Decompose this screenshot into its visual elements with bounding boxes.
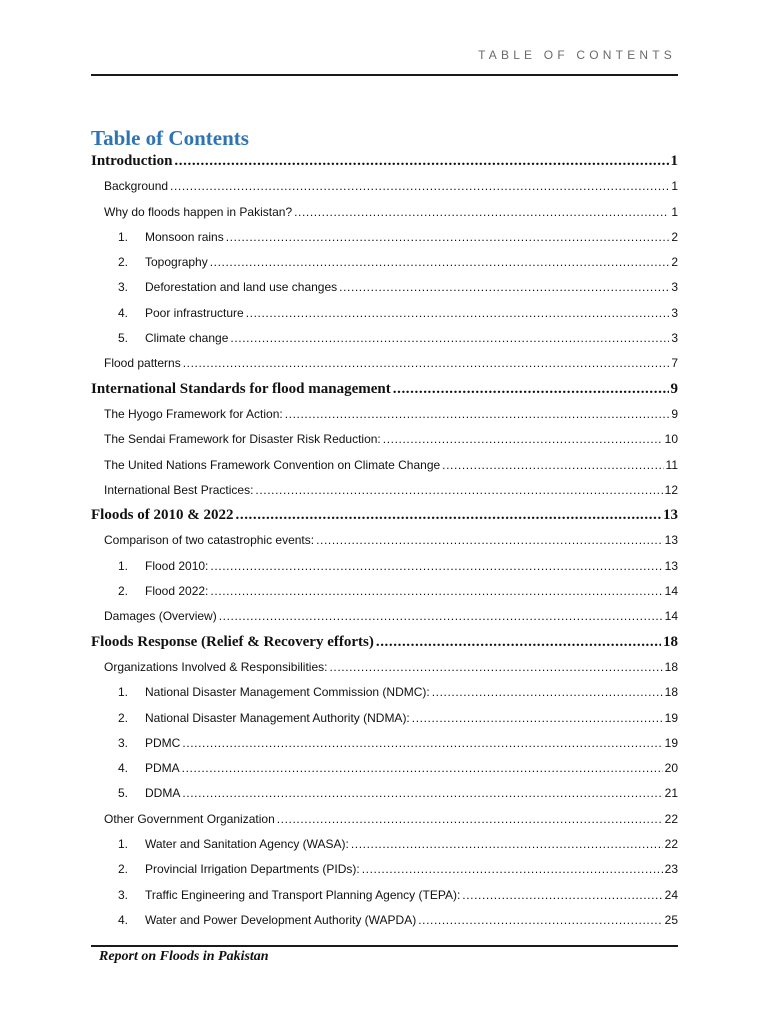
dot-leader [226,225,670,250]
toc-entry-number: 5. [118,786,129,801]
toc-entry[interactable] [91,149,678,174]
toc-entry[interactable] [91,554,678,579]
toc-entry-number: 1. [118,837,129,852]
dot-leader [351,832,663,857]
toc-entry[interactable] [91,427,678,452]
dot-leader [418,908,662,933]
toc-entry-title: International Standards for flood management [91,380,391,397]
toc-entry-title: Other Government Organization [104,811,275,826]
toc-entry-title: Floods of 2010 & 2022 [91,507,234,524]
dot-leader [219,604,663,629]
toc-entry-page: 7 [671,356,678,371]
dot-leader [393,377,669,402]
toc-entry-title: Damages (Overview) [104,609,217,624]
toc-entry-page: 3 [671,305,678,320]
toc-entry-page: 1 [671,204,678,219]
toc-entry-page: 24 [664,887,678,902]
toc-entry-title: DDMA [145,786,181,801]
footer-rule [91,945,678,947]
toc-entry[interactable] [91,781,678,806]
dot-leader [255,478,662,503]
toc-entry-title: Flood 2022: [145,584,209,599]
dot-leader [362,857,663,882]
toc-entry-page: 14 [664,609,678,624]
dot-leader [210,250,670,275]
toc-entry-number: 4. [118,305,129,320]
dot-leader [277,807,663,832]
toc-entry-page: 25 [664,912,678,927]
dot-leader [462,883,662,908]
toc-entry-page: 11 [665,457,678,472]
dot-leader [339,275,669,300]
toc-entry-title: Background [104,179,169,194]
dot-leader [442,453,663,478]
toc-entry-page: 14 [664,584,678,599]
toc-entry-page: 2 [671,229,678,244]
dot-leader [412,706,663,731]
toc-entry-page: 10 [664,432,678,447]
toc-entry-number: 2. [118,584,129,599]
toc-entry-title: Why do floods happen in Pakistan? [104,204,293,219]
toc-entry-page: 22 [664,837,678,852]
toc-entry-title: Poor infrastructure [145,305,244,320]
toc-entry-title: Flood patterns [104,356,181,371]
dot-leader [329,655,662,680]
toc-entry[interactable] [91,857,678,882]
toc-entry[interactable] [91,301,678,326]
toc-entry[interactable] [91,174,678,199]
toc-entry-title: Monsoon rains [145,229,224,244]
toc-entry-title: Deforestation and land use changes [145,280,338,295]
toc-entry-title: Topography [145,255,208,270]
toc-entry-page: 1 [670,153,678,169]
toc-list [91,149,678,933]
toc-entry-title: Flood 2010: [145,558,209,573]
toc-entry[interactable] [91,832,678,857]
toc-entry[interactable] [91,225,678,250]
toc-entry[interactable] [91,250,678,275]
toc-entry-page: 13 [664,558,678,573]
toc-entry[interactable] [91,604,678,629]
toc-entry-title: International Best Practices: [104,482,254,497]
dot-leader [376,630,661,655]
toc-entry-page: 13 [664,533,678,548]
toc-entry[interactable] [91,731,678,756]
toc-entry-title: The United Nations Framework Convention on Climate Change [104,457,441,472]
toc-entry[interactable] [91,528,678,553]
dot-leader [294,200,669,225]
toc-entry-title: PDMC [145,735,181,750]
toc-entry[interactable] [91,706,678,731]
toc-entry-title: National Disaster Management Commission (NDMC): [145,685,430,700]
toc-entry[interactable] [91,200,678,225]
toc-entry-title: Introduction [91,153,173,169]
toc-entry-page: 3 [671,280,678,295]
toc-entry-title: Floods Response (Relief & Recovery efforts) [91,633,374,650]
toc-entry-number: 5. [118,331,129,346]
toc-entry[interactable] [91,908,678,933]
toc-entry-page: 3 [671,331,678,346]
toc-entry-number: 4. [118,912,129,927]
toc-entry-page: 20 [664,761,678,776]
toc-entry[interactable] [91,275,678,300]
toc-entry[interactable] [91,453,678,478]
toc-entry-number: 4. [118,761,129,776]
toc-entry-title: Traffic Engineering and Transport Planning Agency (TEPA): [145,887,461,902]
toc-entry-page: 9 [670,380,678,397]
dot-leader [285,402,670,427]
toc-entry[interactable] [91,503,678,528]
toc-entry-title: The Hyogo Framework for Action: [104,406,283,421]
toc-entry[interactable] [91,377,678,402]
toc-entry-title: The Sendai Framework for Disaster Risk Reduction: [104,432,381,447]
toc-entry-page: 22 [664,811,678,826]
dot-leader [170,174,669,199]
toc-entry-page: 21 [664,786,678,801]
dot-leader [210,554,662,579]
toc-entry-title: Water and Sanitation Agency (WASA): [145,837,349,852]
toc-entry-number: 3. [118,280,129,295]
toc-entry-title: National Disaster Management Authority (NDMA): [145,710,410,725]
toc-entry-number: 2. [118,710,129,725]
toc-entry-number: 3. [118,735,129,750]
toc-entry[interactable] [91,478,678,503]
toc-entry-page: 18 [664,659,678,674]
toc-entry[interactable] [91,807,678,832]
toc-entry[interactable] [91,655,678,680]
dot-leader [182,756,663,781]
dot-leader [383,427,663,452]
toc-entry-title: Comparison of two catastrophic events: [104,533,315,548]
dot-leader [236,503,662,528]
toc-entry[interactable] [91,402,678,427]
toc-entry-page: 13 [663,507,678,524]
toc-entry[interactable] [91,756,678,781]
header-rule [91,74,678,76]
toc-entry-number: 2. [118,255,129,270]
toc-entry-title: Organizations Involved & Responsibilities: [104,659,328,674]
dot-leader [230,326,669,351]
toc-entry[interactable] [91,326,678,351]
dot-leader [182,731,662,756]
toc-entry-title: PDMA [145,761,180,776]
running-header: TABLE OF CONTENTS [478,48,676,62]
toc-entry-page: 2 [671,255,678,270]
dot-leader [246,301,670,326]
toc-entry-title: Provincial Irrigation Departments (PIDs): [145,862,360,877]
toc-entry-page: 18 [663,633,678,650]
toc-entry-page: 23 [664,862,678,877]
dot-leader [316,528,663,553]
toc-entry-page: 19 [664,735,678,750]
toc-entry-page: 18 [664,685,678,700]
toc-entry-number: 1. [118,558,129,573]
dot-leader [183,351,670,376]
toc-entry-page: 1 [671,179,678,194]
toc-entry[interactable] [91,630,678,655]
toc-entry[interactable] [91,351,678,376]
toc-entry[interactable] [91,579,678,604]
toc-entry-title: Climate change [145,331,229,346]
dot-leader [182,781,662,806]
toc-entry-number: 1. [118,685,129,700]
toc-entry-number: 1. [118,229,129,244]
dot-leader [174,149,668,174]
footer-report-title: Report on Floods in Pakistan [99,949,269,964]
toc-entry-number: 3. [118,887,129,902]
toc-entry-page: 12 [664,482,678,497]
dot-leader [210,579,662,604]
toc-title: Table of Contents [91,126,249,150]
dot-leader [432,680,663,705]
toc-entry-title: Water and Power Development Authority (WAPDA) [145,912,417,927]
toc-entry-page: 19 [664,710,678,725]
toc-entry[interactable] [91,680,678,705]
toc-entry-page: 9 [671,406,678,421]
toc-entry[interactable] [91,883,678,908]
toc-entry-number: 2. [118,862,129,877]
